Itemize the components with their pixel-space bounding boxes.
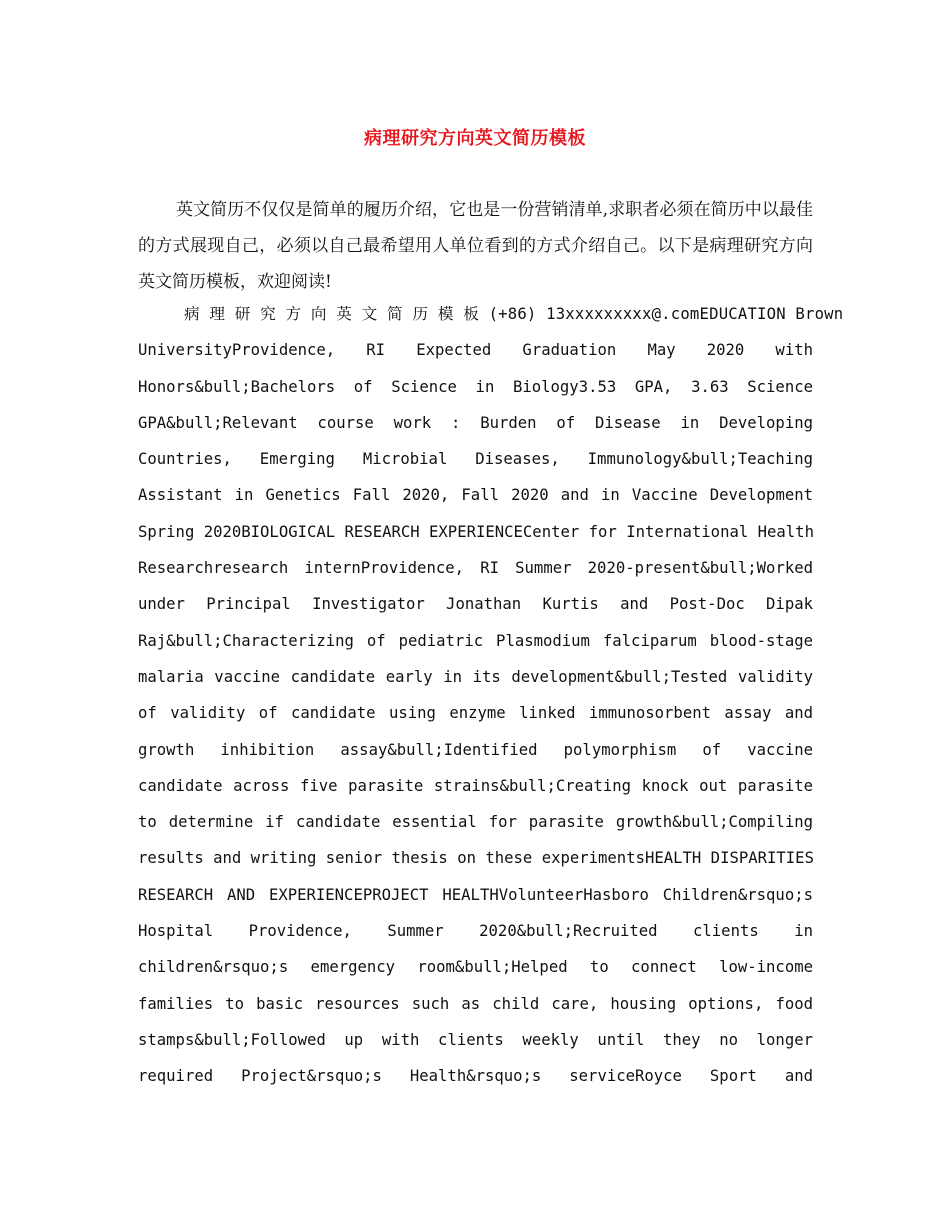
body-line: Honors&bull;Bachelors of Science in Biology3.53 GPA, 3.63 Science <box>138 377 813 396</box>
body-line: Assistant in Genetics Fall 2020, Fall 2020 and in Vaccine Development <box>138 486 813 505</box>
body-line: candidate across five parasite strains&bull;Creating knock out parasite <box>138 776 813 795</box>
body-line: UniversityProvidence, RI Expected Graduation May 2020 with <box>138 341 813 360</box>
document-title: 病理研究方向英文简历模板 <box>364 128 586 149</box>
resume-body <box>138 296 844 1095</box>
body-line: of validity of candidate using enzyme linked immunosorbent assay and <box>138 704 813 723</box>
body-line: stamps&bull;Followed up with clients weekly until they no longer <box>138 1030 813 1049</box>
body-line: Raj&bull;Characterizing of pediatric Plasmodium falciparum blood-stage <box>138 631 813 650</box>
body-line: 病 理 研 究 方 向 英 文 简 历 模 板 (+86) 13xxxxxxxxx@.comEDUCATION Brown <box>184 305 844 323</box>
body-line: growth inhibition assay&bull;Identified polymorphism of vaccine <box>138 740 813 759</box>
body-line: RESEARCH AND EXPERIENCEPROJECT HEALTHVolunteerHasboro Children&rsquo;s <box>138 885 813 904</box>
body-line: under Principal Investigator Jonathan Kurtis and Post-Doc Dipak <box>138 595 813 614</box>
intro-paragraph: 英文简历不仅仅是简单的履历介绍，它也是一份营销清单,求职者必须在简历中以最佳的方式展现自己，必须以自己最希望用人单位看到的方式介绍自己。以下是病理研究方向英文简历模板，欢迎阅读! <box>138 200 813 292</box>
body-line: Researchresearch internProvidence, RI Summer 2020-present&bull;Worked <box>138 559 813 578</box>
body-line: GPA&bull;Relevant course work : Burden of Disease in Developing <box>138 413 813 432</box>
body-line: Hospital Providence, Summer 2020&bull;Recruited clients in <box>138 922 813 941</box>
body-line: malaria vaccine candidate early in its development&bull;Tested validity <box>138 667 813 686</box>
body-line: families to basic resources such as child care, housing options, food <box>138 994 813 1013</box>
body-line: children&rsquo;s emergency room&bull;Helped to connect low-income <box>138 958 813 977</box>
body-line: to determine if candidate essential for parasite growth&bull;Compiling <box>138 813 813 832</box>
body-line: Spring 2020BIOLOGICAL RESEARCH EXPERIENCECenter for International Health <box>138 522 814 541</box>
body-line: results and writing senior thesis on these experimentsHEALTH DISPARITIES <box>138 849 814 868</box>
body-line: required Project&rsquo;s Health&rsquo;s serviceRoyce Sport and <box>138 1067 813 1086</box>
body-line: Countries, Emerging Microbial Diseases, Immunology&bull;Teaching <box>138 450 813 469</box>
